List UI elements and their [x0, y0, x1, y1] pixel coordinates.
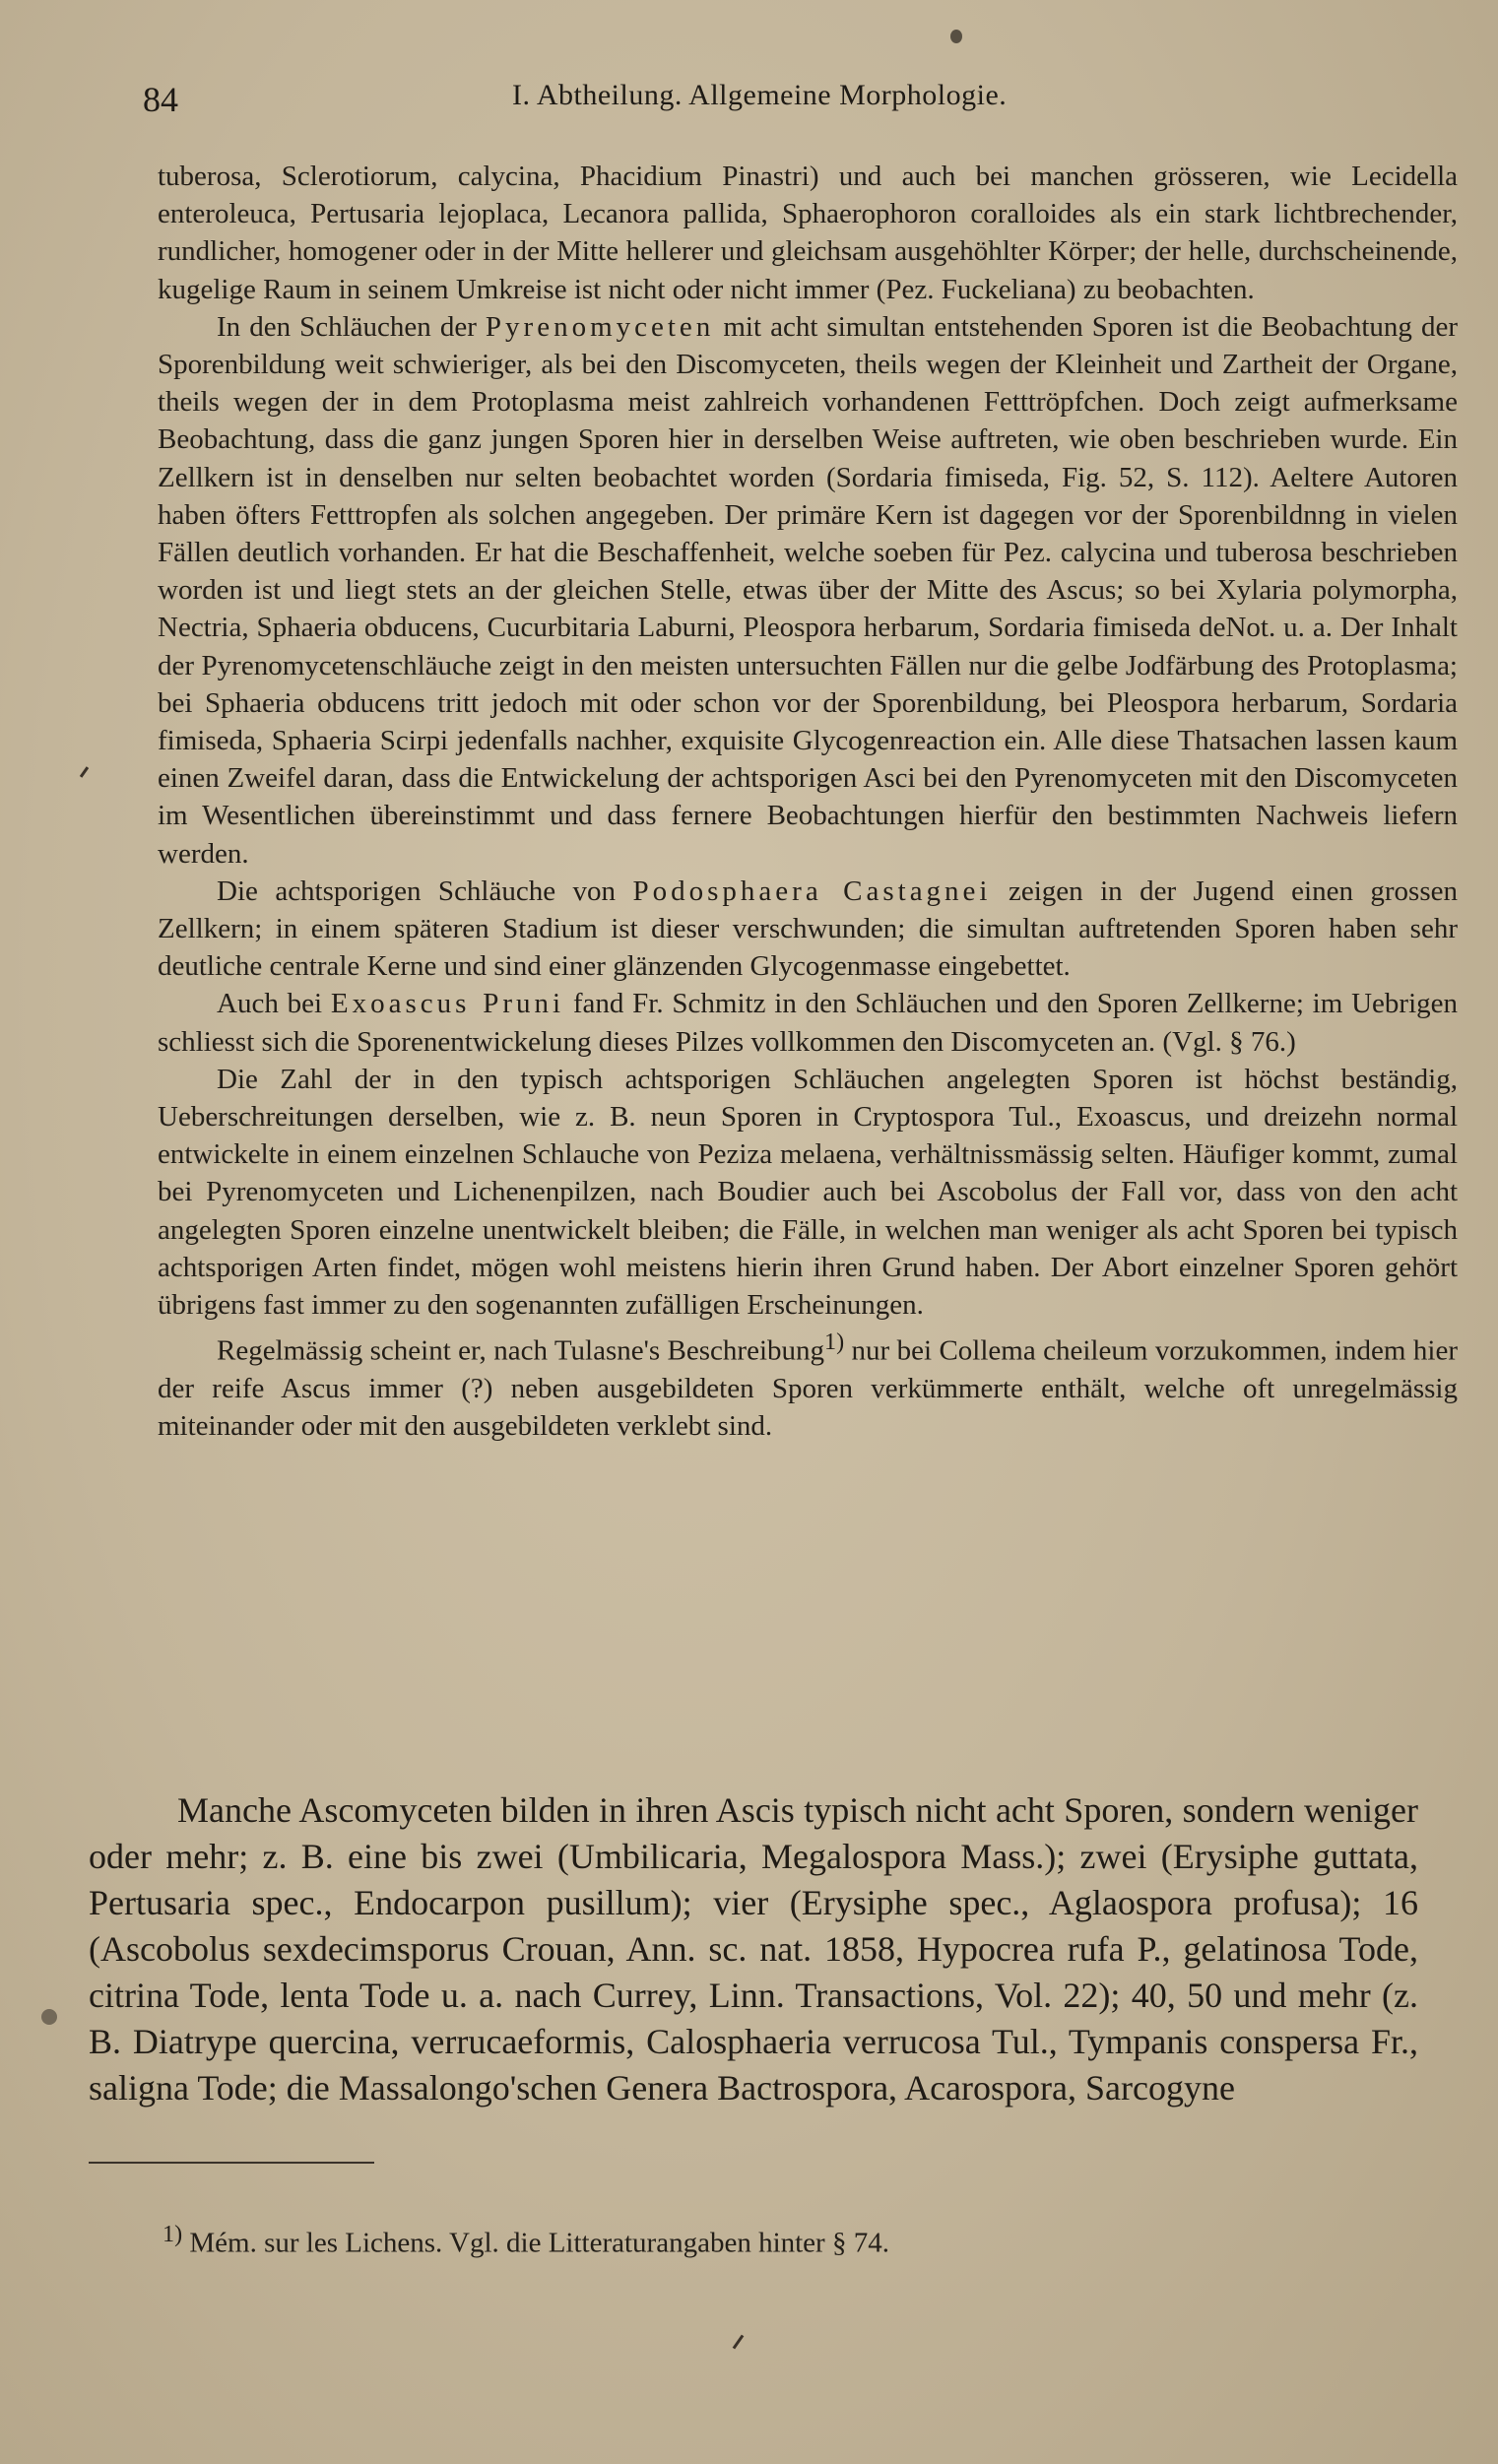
ink-mark — [733, 2335, 745, 2350]
main-text — [158, 158, 1458, 1446]
text-run: fand Fr. Schmitz in den Schläuchen und den Sporen Zellkerne; im Uebrigen schliesst sich die Sporenentwickelung dieses Pilzes vollkommen den Discomyceten an. (Vgl. § 76.) — [158, 988, 1459, 1058]
paragraph — [158, 1324, 1458, 1445]
paragraph: Manche Ascomyceten bilden in ihren Ascis typisch nicht acht Sporen, sondern weniger oder mehr; z. B. eine bis zwei (Umbilicaria, Megalospora Mass.); zwei (Erysiphe guttata, Pertusaria spec., Endocarpon pusillum); vier (Erysiphe spec., Aglaospora profusa); 16 (Ascobolus sexdecimsporus Crouan, Ann. sc. nat. 1858, Hypocrea rufa P., gelatinosa Tode, citrina Tode, lenta Tode u. a. nach Currey, Linn. Transactions, Vol. 22); 40, 50 und mehr (z. B. Diatrype quercina, verrucaeformis, Calosphaeria verrucosa Tul., Tympanis conspersa Fr., saligna Tode; die Massalongo'schen Genera Bactrospora, Acarospora, Sarcogyne — [89, 1790, 1418, 2107]
text-run: Die achtsporigen Schläuche von — [217, 875, 633, 907]
paragraph: tuberosa, Sclerotiorum, calycina, Phacidium Pinastri) und auch bei manchen grösseren, wie Lecidella enteroleuca, Pertusaria lejoplaca, Lecanora pallida, Sphaerophoron coralloides als ein stark lichtbrechender, rundlicher, homogener oder in der Mitte hellerer und gleichsam ausgehöhlter Körper; der helle, durchscheinende, kugelige Raum in seinem Umkreise ist nicht oder nicht immer (Pez. Fuckeliana) zu beobachten. — [158, 161, 1458, 305]
emphasized-term: Podosphaera Castagnei — [632, 875, 992, 907]
text-run: In den Schläuchen der — [217, 310, 486, 343]
page-header — [138, 79, 1438, 128]
footnote-reference: 1) — [824, 1329, 845, 1356]
text-run: Regelmässig scheint er, nach Tulasne's Beschreibung — [217, 1334, 824, 1367]
ink-smudge — [41, 2009, 57, 2025]
page-number: 84 — [143, 80, 178, 119]
ink-smudge — [950, 30, 962, 43]
emphasized-term: Pyrenomyceten — [485, 310, 715, 343]
footnote-marker: 1) — [163, 2221, 183, 2247]
ink-mark — [80, 766, 89, 778]
paragraph — [158, 873, 1458, 986]
footnote — [163, 2221, 1344, 2260]
text-run: zeigen in der Jugend einen grossen Zellkern; in einem späteren Stadium ist dieser verschwunden; die simultan auftretenden Sporen haben sehr deutliche centrale Kerne und sind einer glänzenden Glycogenmasse eingebettet. — [158, 875, 1458, 983]
footnote-divider — [89, 2162, 374, 2164]
running-title: I. Abtheilung. Allgemeine Morphologie. — [512, 79, 1008, 111]
large-print-section — [89, 1787, 1418, 2111]
text-run: mit acht simultan entstehenden Sporen ist die Beobachtung der Sporenbildung weit schwieriger, als bei den Discomyceten, theils wegen der Kleinheit und Zartheit der Organe, theils wegen der in dem Protoplasma meist zahlreich vorhandenen Fetttröpfchen. Doch zeigt aufmerksame Beobachtung, dass die ganz jungen Sporen hier in derselben Weise auftreten, wie oben beschrieben wurde. Ein Zellkern ist in denselben nur selten beobachtet worden (Sordaria fimiseda, Fig. 52, S. 112). Aeltere Autoren haben öfters Fetttropfen als solchen angegeben. Der primäre Kern ist dagegen vor der Sporenbildnng in vielen Fällen deutlich vorhanden. Er hat die Beschaffenheit, welche soeben für Pez. calycina und tuberosa beschrieben worden ist und liegt stets an der gleichen Stelle, etwas über der Mitte des Ascus; so bei Xylaria polymorpha, Nectria, Sphaeria obducens, Cucurbitaria Laburni, Pleospora herbarum, Sordaria fimiseda deNot. u. a. Der Inhalt der Pyrenomycetenschläuche zeigt in den meisten untersuchten Fällen nur die gelbe Jodfärbung des Protoplasma; bei Sphaeria obducens tritt jedoch mit oder schon vor der Sporenbildung, bei Pleospora herbarum, Sordaria fimiseda, Sphaeria Scirpi jedenfalls nachher, exquisite Glycogenreaction ein. Alle diese Thatsachen lassen kaum einen Zweifel daran, dass die Entwickelung der achtsporigen Asci bei den Pyrenomyceten mit den Discomyceten im Wesentlichen übereinstimmt und dass fernere Beobachtungen hierfür den bestimmten Nachweis liefern werden. — [158, 310, 1458, 870]
paragraph — [158, 985, 1458, 1060]
text-run: Auch bei — [217, 988, 331, 1020]
paragraph — [158, 308, 1458, 873]
footnote-text: Mém. sur les Lichens. Vgl. die Litteraturangaben hinter § 74. — [182, 2227, 889, 2259]
paragraph: Die Zahl der in den typisch achtsporigen Schläuchen angelegten Sporen ist höchst beständig, Ueberschreitungen derselben, wie z. B. neun Sporen in Cryptospora Tul., Exoascus, und dreizehn normal entwickelte in einem einzelnen Schlauche von Peziza melaena, verhältnissmässig selten. Häufiger kommt, zumal bei Pyrenomyceten und Lichenenpilzen, nach Boudier auch bei Ascobolus der Fall vor, dass von den acht angelegten Sporen einzelne unentwickelt bleiben; die Fälle, in welchen man weniger als acht Sporen bei typisch achtsporigen Arten findet, mögen wohl meistens hierin ihren Grund haben. Der Abort einzelner Sporen gehört übrigens fast immer zu den sogenannten zufälligen Erscheinungen. — [158, 1063, 1458, 1322]
text-run: nur bei Collema cheileum vorzukommen, indem hier der reife Ascus immer (?) neben ausgebildeten Sporen verkümmerte enthält, welche oft unregelmässig miteinander oder mit den ausgebildeten verklebt sind. — [158, 1334, 1458, 1443]
emphasized-term: Exoascus Pruni — [330, 988, 565, 1020]
